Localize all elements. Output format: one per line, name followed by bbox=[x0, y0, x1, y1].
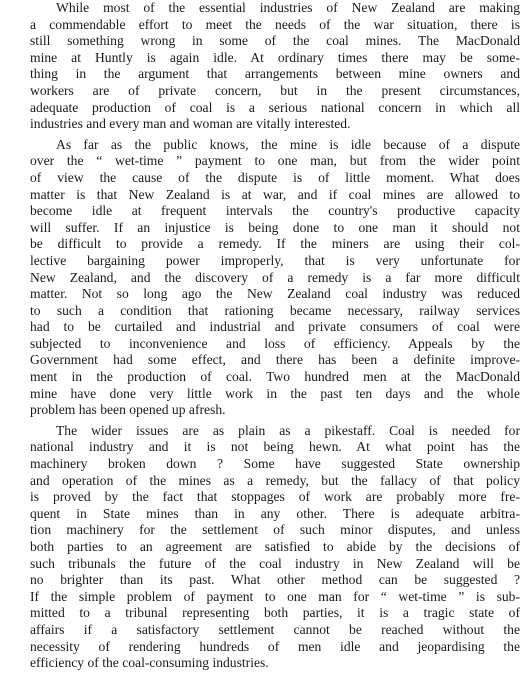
text-line: and operation of the mines as a remedy, but the fallacy of that policy bbox=[30, 472, 520, 488]
text-line: industries and every man and woman are vitally interested. bbox=[30, 116, 351, 132]
text-line: lective bargaining power improperly, that is very unfortunate for bbox=[30, 252, 520, 268]
paragraph-3 bbox=[4, 423, 520, 672]
article-body bbox=[4, 0, 520, 672]
text-line: ment in the production of coal. Two hundred men at the MacDonald bbox=[30, 369, 520, 385]
text-line: As far as the public knows, the mine is idle because of a dispute bbox=[56, 136, 520, 152]
text-line: The wider issues are as plain as a pikestaff. Coal is needed for bbox=[56, 422, 520, 438]
text-line: adequate production of coal is a serious national concern in which all bbox=[30, 99, 520, 115]
text-line: mine at Huntly is again idle. At ordinary times there may be some- bbox=[30, 49, 520, 65]
text-line: become idle at frequent intervals the country's productive capacity bbox=[30, 203, 520, 219]
text-line: be difficult to provide a remedy. If the miners are using their col- bbox=[30, 236, 520, 252]
text-line: national industry and it is not being hewn. At what point has the bbox=[30, 439, 520, 455]
text-line: to such a condition that rationing became necessary, railway services bbox=[30, 302, 520, 318]
text-line: a commendable effort to meet the needs of the war situation, there is bbox=[30, 16, 520, 32]
text-line: of view the cause of the dispute is of little moment. What does bbox=[30, 169, 520, 185]
paragraph-1 bbox=[4, 0, 520, 133]
text-line: mitted to a tribunal representing both parties, it is a tragic state of bbox=[30, 605, 520, 621]
text-line: problem has been opened up afresh. bbox=[30, 402, 226, 418]
text-line: machinery broken down ? Some have suggested State ownership bbox=[30, 456, 520, 472]
text-line: still something wrong in some of the coal mines. The MacDonald bbox=[30, 33, 520, 49]
text-line: necessity of rendering hundreds of men idle and jeopardising the bbox=[30, 638, 520, 654]
text-line: quent in State mines than in any other. There is adequate arbitra- bbox=[30, 505, 520, 521]
text-line: If the simple problem of payment to one man for “ wet-time ” is sub- bbox=[30, 588, 520, 604]
text-line: workers are of private concern, but in the present circumstances, bbox=[30, 82, 520, 98]
text-line: efficiency of the coal-consuming industries. bbox=[30, 655, 269, 671]
text-line: will suffer. If an injustice is being done to one man it should not bbox=[30, 219, 520, 235]
text-line: matter. Not so long ago the New Zealand coal industry was reduced bbox=[30, 286, 520, 302]
text-line: affairs if a satisfactory settlement cannot be reached without the bbox=[30, 621, 520, 637]
text-line: New Zealand, and the discovery of a remedy is a far more difficult bbox=[30, 269, 520, 285]
text-line: mine have done very little work in the past ten days and the whole bbox=[30, 385, 520, 401]
text-line: tion machinery for the settlement of such minor disputes, and unless bbox=[30, 522, 520, 538]
text-line: is proved by the fact that stoppages of work are probably more fre- bbox=[30, 489, 520, 505]
text-line: both parties to an agreement are satisfied to abide by the decisions of bbox=[30, 539, 520, 554]
text-line: Government had some effect, and there has been a definite improve- bbox=[30, 352, 520, 368]
text-line: thing in the argument that arrangements between mine owners and bbox=[30, 66, 520, 82]
text-line: matter is that New Zealand is at war, and if coal mines are allowed to bbox=[30, 186, 520, 202]
text-line: had to be curtailed and industrial and private consumers of coal were bbox=[30, 319, 520, 335]
text-line: such tribunals the future of the coal industry in New Zealand will be bbox=[30, 555, 520, 571]
text-line: over the “ wet-time ” payment to one man, but from the wider point bbox=[30, 153, 520, 169]
text-line: no brighter than its past. What other method can be suggested ? bbox=[30, 572, 520, 588]
text-line: subjected to inconvenience and loss of efficiency. Appeals by the bbox=[30, 335, 520, 351]
text-line: While most of the essential industries of New Zealand are making bbox=[56, 0, 520, 15]
paragraph-2 bbox=[4, 137, 520, 419]
